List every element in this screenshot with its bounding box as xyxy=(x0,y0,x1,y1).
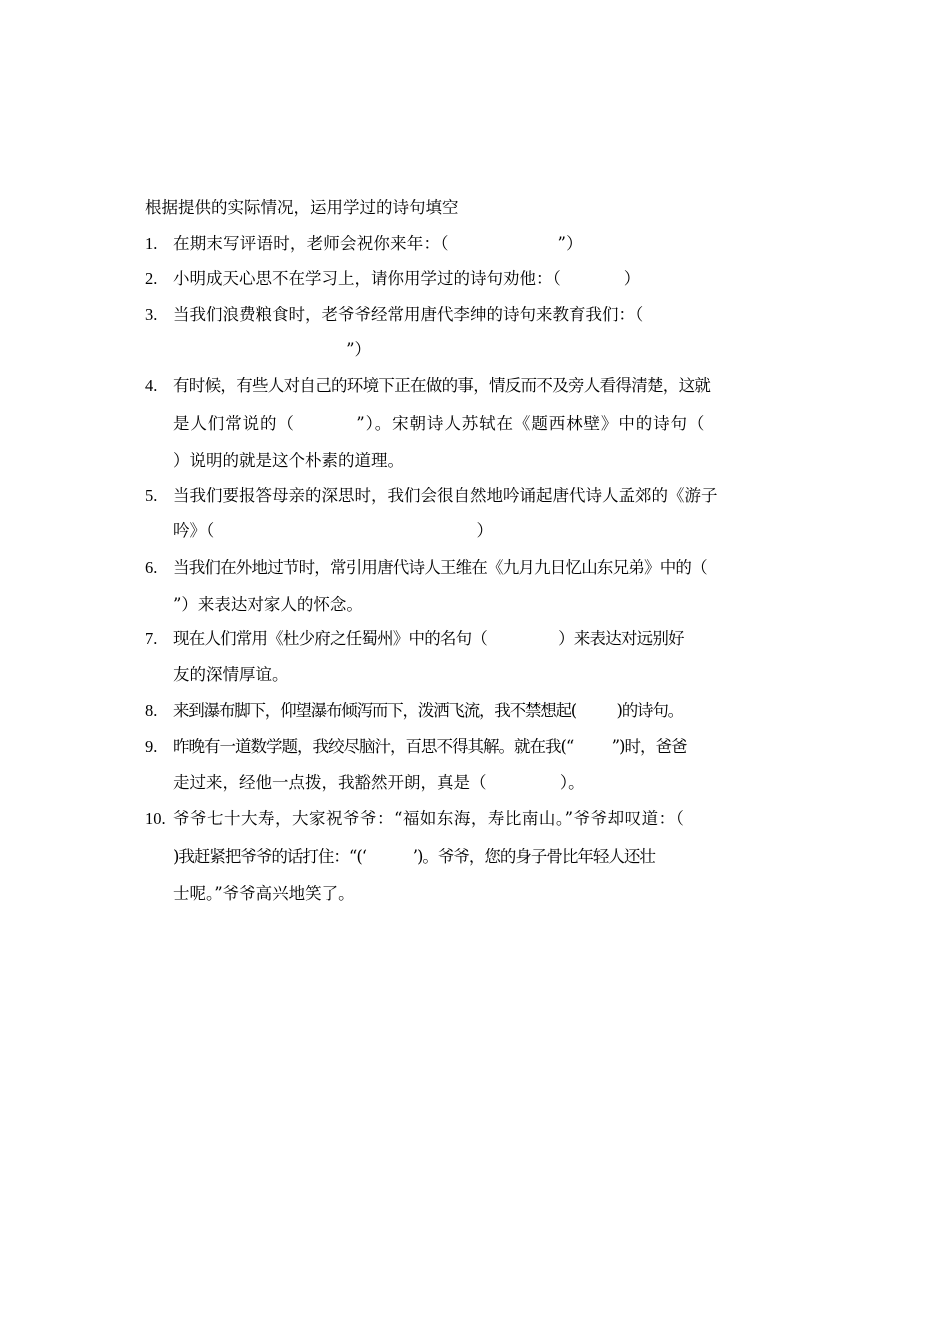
item-6-line-2: ”）来表达对家人的怀念。 xyxy=(173,595,363,614)
item-7-line-1: 现在人们常用《杜少府之任蜀州》中的名句（ ）来表达对远别好 xyxy=(173,629,684,648)
item-4-line-2: 是人们常说的（ ”）。宋朝诗人苏轼在《题西林壁》中的诗句（ xyxy=(173,414,706,433)
item-9-line-2: 走过来，经他一点拨，我豁然开朗，真是（ ）。 xyxy=(173,773,585,792)
item-10-line-2: )我赶紧把爷爷的话打住：“(‘ ’)。爷爷，您的身子骨比年轻人还壮 xyxy=(173,847,655,866)
item-10-number: 10. xyxy=(145,809,166,828)
item-5-number: 5. xyxy=(145,486,158,505)
item-7-line-2: 友的深情厚谊。 xyxy=(173,665,289,684)
item-3-number: 3. xyxy=(145,305,158,324)
item-1-number: 1. xyxy=(145,234,158,253)
item-4-line-1: 有时候，有些人对自己的环境下正在做的事，情反而不及旁人看得清楚，这就 xyxy=(173,376,711,395)
item-6-number: 6. xyxy=(145,558,158,577)
item-2-line-1: 小明成天心思不在学习上，请你用学过的诗句劝他：（ ） xyxy=(173,269,641,288)
worksheet-title: 根据提供的实际情况，运用学过的诗句填空 xyxy=(145,198,459,217)
item-9-number: 9. xyxy=(145,737,158,756)
item-3-line-1: 当我们浪费粮食时，老爷爷经常用唐代李绅的诗句来教育我们：（ xyxy=(173,305,644,324)
item-5-line-2: 吟》（ ） xyxy=(173,521,493,540)
item-2-number: 2. xyxy=(145,269,158,288)
item-4-line-3: ）说明的就是这个朴素的道理。 xyxy=(173,451,404,470)
item-7-number: 7. xyxy=(145,629,158,648)
item-10-line-3: 士呢。”爷爷高兴地笑了。 xyxy=(173,884,355,903)
item-5-line-1: 当我们要报答母亲的深思时，我们会很自然地吟诵起唐代诗人孟郊的《游子 xyxy=(173,486,718,505)
item-8-line-1: 来到瀑布脚下，仰望瀑布倾泻而下，泼洒飞流，我不禁想起( )的诗句。 xyxy=(173,701,683,720)
item-4-number: 4. xyxy=(145,376,158,395)
item-10-line-1: 爷爷七十大寿，大家祝爷爷：“福如东海，寿比南山。”爷爷却叹道：（ xyxy=(173,809,685,828)
item-3-line-2: ”） xyxy=(173,340,372,359)
item-6-line-1: 当我们在外地过节时，常引用唐代诗人王维在《九月九日忆山东兄弟》中的（ xyxy=(173,558,707,577)
item-1-line-1: 在期末写评语时，老师会祝你来年：（ ”） xyxy=(173,234,583,253)
item-9-line-1: 昨晚有一道数学题，我绞尽脑汁，百思不得其解。就在我(“ ”)时，爸爸 xyxy=(173,737,687,756)
item-8-number: 8. xyxy=(145,701,158,720)
